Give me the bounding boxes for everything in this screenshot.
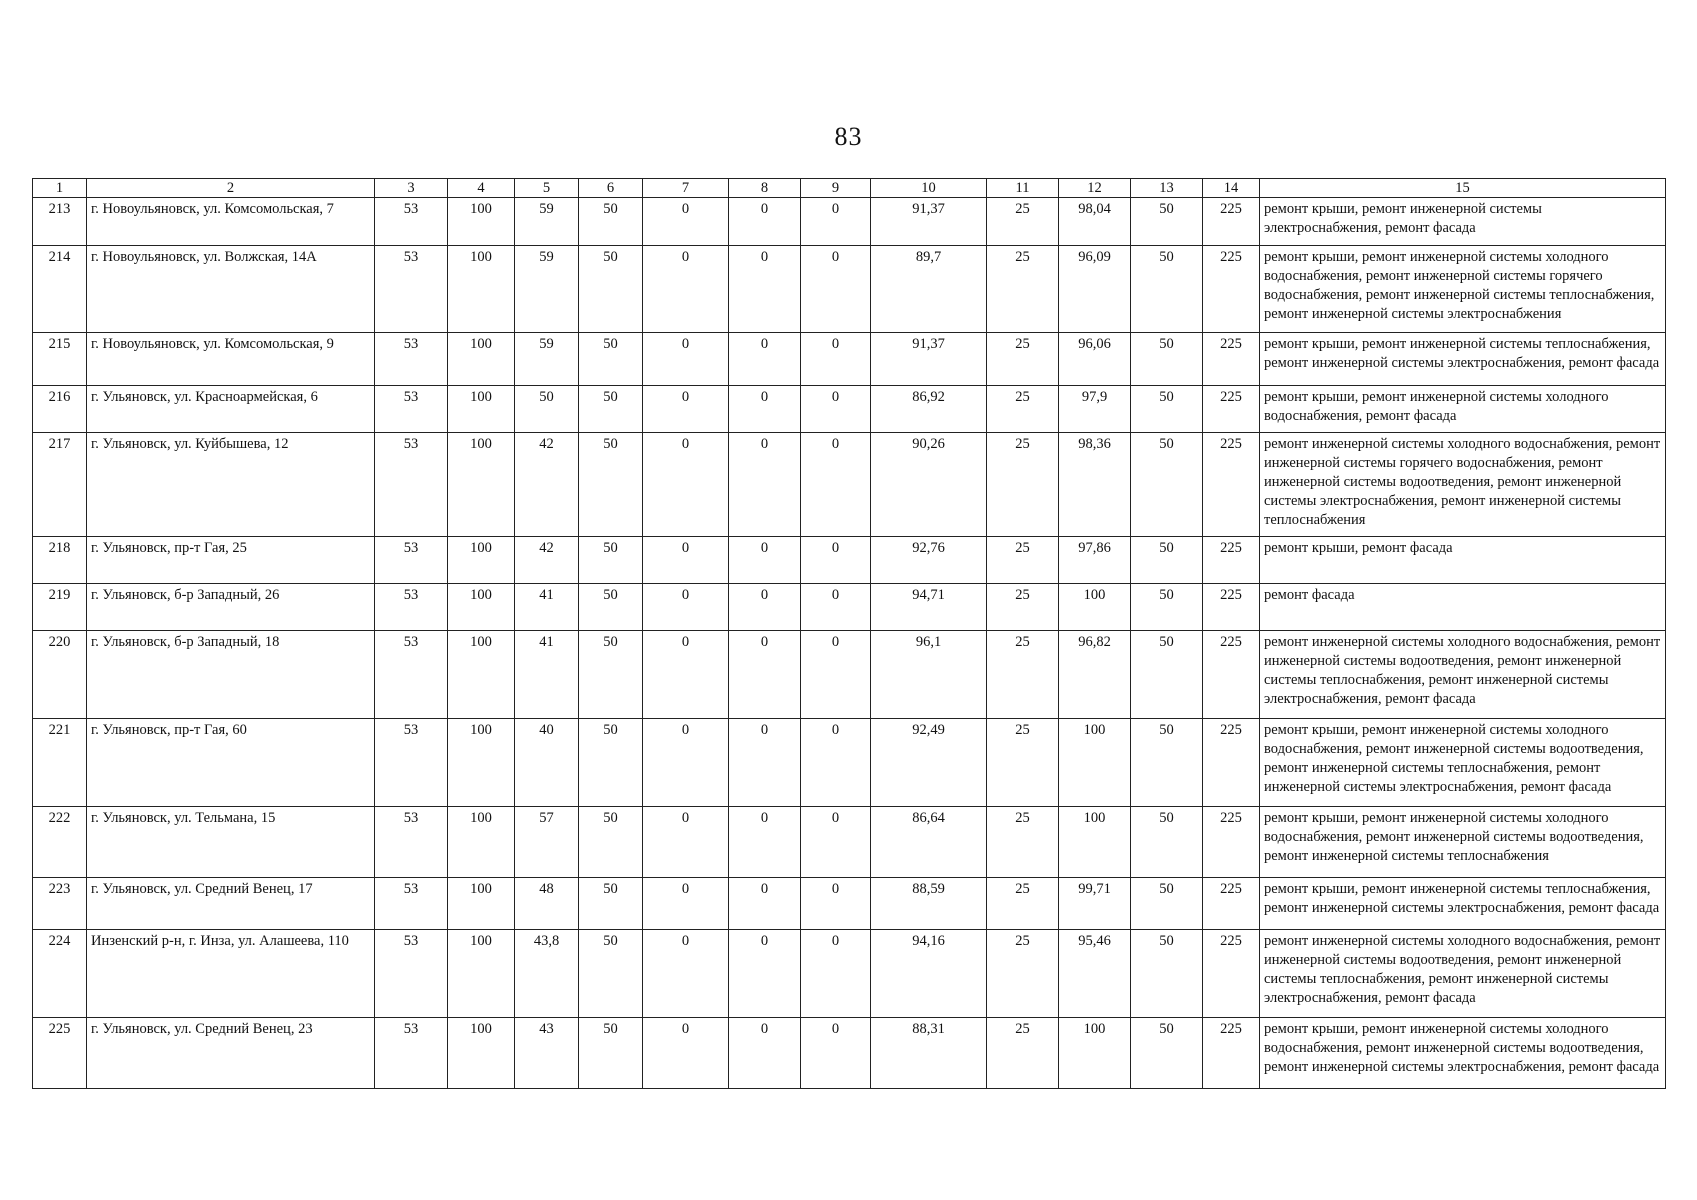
column-header-8: 8 xyxy=(729,179,801,198)
value-cell-col-3: 53 xyxy=(375,584,448,631)
value-cell-col-12: 97,9 xyxy=(1059,386,1131,433)
value-cell-col-7: 0 xyxy=(643,719,729,807)
row-number: 223 xyxy=(33,878,87,930)
table-row xyxy=(33,333,1666,386)
value-cell-col-11: 25 xyxy=(987,333,1059,386)
value-cell-col-5: 59 xyxy=(515,333,579,386)
value-cell-col-8: 0 xyxy=(729,198,801,246)
value-cell-col-5: 41 xyxy=(515,584,579,631)
value-cell-col-12: 95,46 xyxy=(1059,930,1131,1018)
value-cell-col-9: 0 xyxy=(801,631,871,719)
value-cell-col-3: 53 xyxy=(375,807,448,878)
column-header-15: 15 xyxy=(1260,179,1666,198)
value-cell-col-3: 53 xyxy=(375,537,448,584)
row-number: 225 xyxy=(33,1018,87,1089)
value-cell-col-9: 0 xyxy=(801,878,871,930)
works-list-cell: ремонт инженерной системы холодного водоснабжения, ремонт инженерной системы водоотведения, ремонт инженерной системы теплоснабжения, ремонт инженерной системы электроснабжения, ремонт фасада xyxy=(1260,930,1666,1018)
table-row xyxy=(33,1018,1666,1089)
address-cell: Инзенский р-н, г. Инза, ул. Алашеева, 110 xyxy=(87,930,375,1018)
row-number: 221 xyxy=(33,719,87,807)
value-cell-col-10: 91,37 xyxy=(871,333,987,386)
value-cell-col-6: 50 xyxy=(579,631,643,719)
value-cell-col-7: 0 xyxy=(643,807,729,878)
value-cell-col-6: 50 xyxy=(579,246,643,333)
column-header-11: 11 xyxy=(987,179,1059,198)
value-cell-col-3: 53 xyxy=(375,930,448,1018)
value-cell-col-4: 100 xyxy=(448,584,515,631)
value-cell-col-11: 25 xyxy=(987,386,1059,433)
column-header-6: 6 xyxy=(579,179,643,198)
value-cell-col-9: 0 xyxy=(801,584,871,631)
value-cell-col-6: 50 xyxy=(579,719,643,807)
value-cell-col-4: 100 xyxy=(448,433,515,537)
value-cell-col-10: 90,26 xyxy=(871,433,987,537)
value-cell-col-11: 25 xyxy=(987,246,1059,333)
address-cell: г. Ульяновск, ул. Средний Венец, 17 xyxy=(87,878,375,930)
value-cell-col-13: 50 xyxy=(1131,1018,1203,1089)
value-cell-col-7: 0 xyxy=(643,198,729,246)
value-cell-col-10: 96,1 xyxy=(871,631,987,719)
works-list-cell: ремонт крыши, ремонт инженерной системы холодного водоснабжения, ремонт инженерной системы водоотведения, ремонт инженерной системы электроснабжения, ремонт фасада xyxy=(1260,1018,1666,1089)
works-list-cell: ремонт крыши, ремонт инженерной системы холодного водоснабжения, ремонт инженерной системы горячего водоснабжения, ремонт инженерной системы теплоснабжения, ремонт инженерной системы электроснабжения xyxy=(1260,246,1666,333)
column-header-10: 10 xyxy=(871,179,987,198)
value-cell-col-9: 0 xyxy=(801,386,871,433)
value-cell-col-5: 50 xyxy=(515,386,579,433)
column-header-4: 4 xyxy=(448,179,515,198)
value-cell-col-14: 225 xyxy=(1203,1018,1260,1089)
value-cell-col-14: 225 xyxy=(1203,386,1260,433)
value-cell-col-8: 0 xyxy=(729,386,801,433)
value-cell-col-14: 225 xyxy=(1203,198,1260,246)
value-cell-col-10: 91,37 xyxy=(871,198,987,246)
value-cell-col-13: 50 xyxy=(1131,930,1203,1018)
value-cell-col-11: 25 xyxy=(987,878,1059,930)
address-cell: г. Ульяновск, ул. Средний Венец, 23 xyxy=(87,1018,375,1089)
value-cell-col-3: 53 xyxy=(375,1018,448,1089)
value-cell-col-4: 100 xyxy=(448,719,515,807)
works-list-cell: ремонт инженерной системы холодного водоснабжения, ремонт инженерной системы водоотведения, ремонт инженерной системы теплоснабжения, ремонт инженерной системы электроснабжения, ремонт фасада xyxy=(1260,631,1666,719)
value-cell-col-8: 0 xyxy=(729,878,801,930)
table-row xyxy=(33,537,1666,584)
value-cell-col-14: 225 xyxy=(1203,719,1260,807)
value-cell-col-5: 43,8 xyxy=(515,930,579,1018)
value-cell-col-12: 96,06 xyxy=(1059,333,1131,386)
value-cell-col-14: 225 xyxy=(1203,246,1260,333)
value-cell-col-6: 50 xyxy=(579,333,643,386)
value-cell-col-6: 50 xyxy=(579,433,643,537)
value-cell-col-4: 100 xyxy=(448,246,515,333)
value-cell-col-13: 50 xyxy=(1131,584,1203,631)
table-row xyxy=(33,807,1666,878)
row-number: 218 xyxy=(33,537,87,584)
row-number: 219 xyxy=(33,584,87,631)
column-header-3: 3 xyxy=(375,179,448,198)
column-header-9: 9 xyxy=(801,179,871,198)
value-cell-col-13: 50 xyxy=(1131,537,1203,584)
table-row xyxy=(33,584,1666,631)
value-cell-col-14: 225 xyxy=(1203,537,1260,584)
value-cell-col-10: 88,59 xyxy=(871,878,987,930)
table-row xyxy=(33,631,1666,719)
value-cell-col-6: 50 xyxy=(579,198,643,246)
value-cell-col-9: 0 xyxy=(801,246,871,333)
value-cell-col-12: 98,04 xyxy=(1059,198,1131,246)
value-cell-col-5: 43 xyxy=(515,1018,579,1089)
value-cell-col-8: 0 xyxy=(729,719,801,807)
value-cell-col-3: 53 xyxy=(375,631,448,719)
row-number: 222 xyxy=(33,807,87,878)
value-cell-col-5: 42 xyxy=(515,537,579,584)
value-cell-col-10: 86,92 xyxy=(871,386,987,433)
value-cell-col-11: 25 xyxy=(987,1018,1059,1089)
value-cell-col-7: 0 xyxy=(643,1018,729,1089)
value-cell-col-10: 92,49 xyxy=(871,719,987,807)
row-number: 224 xyxy=(33,930,87,1018)
works-list-cell: ремонт фасада xyxy=(1260,584,1666,631)
row-number: 213 xyxy=(33,198,87,246)
value-cell-col-8: 0 xyxy=(729,631,801,719)
value-cell-col-13: 50 xyxy=(1131,333,1203,386)
table-row xyxy=(33,386,1666,433)
value-cell-col-13: 50 xyxy=(1131,246,1203,333)
value-cell-col-6: 50 xyxy=(579,930,643,1018)
value-cell-col-12: 96,09 xyxy=(1059,246,1131,333)
value-cell-col-4: 100 xyxy=(448,537,515,584)
value-cell-col-8: 0 xyxy=(729,246,801,333)
value-cell-col-9: 0 xyxy=(801,719,871,807)
address-cell: г. Ульяновск, б-р Западный, 26 xyxy=(87,584,375,631)
address-cell: г. Ульяновск, ул. Куйбышева, 12 xyxy=(87,433,375,537)
value-cell-col-6: 50 xyxy=(579,878,643,930)
address-cell: г. Ульяновск, б-р Западный, 18 xyxy=(87,631,375,719)
value-cell-col-14: 225 xyxy=(1203,631,1260,719)
value-cell-col-7: 0 xyxy=(643,386,729,433)
value-cell-col-3: 53 xyxy=(375,878,448,930)
value-cell-col-7: 0 xyxy=(643,878,729,930)
value-cell-col-4: 100 xyxy=(448,631,515,719)
row-number: 214 xyxy=(33,246,87,333)
value-cell-col-4: 100 xyxy=(448,930,515,1018)
value-cell-col-4: 100 xyxy=(448,198,515,246)
value-cell-col-6: 50 xyxy=(579,1018,643,1089)
value-cell-col-5: 59 xyxy=(515,198,579,246)
value-cell-col-3: 53 xyxy=(375,433,448,537)
value-cell-col-9: 0 xyxy=(801,433,871,537)
value-cell-col-14: 225 xyxy=(1203,584,1260,631)
column-header-7: 7 xyxy=(643,179,729,198)
value-cell-col-12: 97,86 xyxy=(1059,537,1131,584)
table-body xyxy=(33,198,1666,1089)
value-cell-col-3: 53 xyxy=(375,246,448,333)
value-cell-col-14: 225 xyxy=(1203,433,1260,537)
table-row xyxy=(33,433,1666,537)
value-cell-col-12: 100 xyxy=(1059,584,1131,631)
works-list-cell: ремонт крыши, ремонт инженерной системы холодного водоснабжения, ремонт инженерной системы водоотведения, ремонт инженерной системы теплоснабжения, ремонт инженерной системы электроснабжения, ремонт фасада xyxy=(1260,719,1666,807)
value-cell-col-7: 0 xyxy=(643,930,729,1018)
value-cell-col-7: 0 xyxy=(643,631,729,719)
value-cell-col-6: 50 xyxy=(579,807,643,878)
works-list-cell: ремонт крыши, ремонт инженерной системы холодного водоснабжения, ремонт фасада xyxy=(1260,386,1666,433)
value-cell-col-4: 100 xyxy=(448,386,515,433)
value-cell-col-10: 94,16 xyxy=(871,930,987,1018)
value-cell-col-10: 88,31 xyxy=(871,1018,987,1089)
value-cell-col-12: 96,82 xyxy=(1059,631,1131,719)
value-cell-col-11: 25 xyxy=(987,433,1059,537)
address-cell: г. Ульяновск, ул. Тельмана, 15 xyxy=(87,807,375,878)
value-cell-col-13: 50 xyxy=(1131,631,1203,719)
value-cell-col-9: 0 xyxy=(801,1018,871,1089)
value-cell-col-8: 0 xyxy=(729,1018,801,1089)
value-cell-col-13: 50 xyxy=(1131,719,1203,807)
value-cell-col-8: 0 xyxy=(729,433,801,537)
value-cell-col-13: 50 xyxy=(1131,878,1203,930)
value-cell-col-5: 41 xyxy=(515,631,579,719)
value-cell-col-6: 50 xyxy=(579,386,643,433)
value-cell-col-10: 92,76 xyxy=(871,537,987,584)
value-cell-col-4: 100 xyxy=(448,1018,515,1089)
table-row xyxy=(33,878,1666,930)
address-cell: г. Новоульяновск, ул. Волжская, 14А xyxy=(87,246,375,333)
page-number: 83 xyxy=(834,122,863,151)
value-cell-col-12: 100 xyxy=(1059,719,1131,807)
table-row xyxy=(33,930,1666,1018)
works-list-cell: ремонт крыши, ремонт инженерной системы электроснабжения, ремонт фасада xyxy=(1260,198,1666,246)
value-cell-col-14: 225 xyxy=(1203,807,1260,878)
value-cell-col-10: 86,64 xyxy=(871,807,987,878)
value-cell-col-11: 25 xyxy=(987,537,1059,584)
table-row xyxy=(33,719,1666,807)
value-cell-col-6: 50 xyxy=(579,584,643,631)
value-cell-col-7: 0 xyxy=(643,584,729,631)
value-cell-col-3: 53 xyxy=(375,719,448,807)
value-cell-col-11: 25 xyxy=(987,930,1059,1018)
value-cell-col-10: 94,71 xyxy=(871,584,987,631)
value-cell-col-6: 50 xyxy=(579,537,643,584)
value-cell-col-14: 225 xyxy=(1203,930,1260,1018)
value-cell-col-7: 0 xyxy=(643,246,729,333)
works-list-cell: ремонт инженерной системы холодного водоснабжения, ремонт инженерной системы горячего водоснабжения, ремонт инженерной системы водоотведения, ремонт инженерной системы электроснабжения, ремонт инженерной системы теплоснабжения xyxy=(1260,433,1666,537)
value-cell-col-8: 0 xyxy=(729,333,801,386)
value-cell-col-3: 53 xyxy=(375,333,448,386)
row-number: 215 xyxy=(33,333,87,386)
value-cell-col-9: 0 xyxy=(801,807,871,878)
column-header-12: 12 xyxy=(1059,179,1131,198)
value-cell-col-9: 0 xyxy=(801,333,871,386)
value-cell-col-4: 100 xyxy=(448,333,515,386)
column-header-5: 5 xyxy=(515,179,579,198)
row-number: 220 xyxy=(33,631,87,719)
address-cell: г. Ульяновск, пр-т Гая, 60 xyxy=(87,719,375,807)
value-cell-col-14: 225 xyxy=(1203,333,1260,386)
value-cell-col-11: 25 xyxy=(987,719,1059,807)
address-cell: г. Ульяновск, ул. Красноармейская, 6 xyxy=(87,386,375,433)
address-cell: г. Новоульяновск, ул. Комсомольская, 7 xyxy=(87,198,375,246)
value-cell-col-11: 25 xyxy=(987,807,1059,878)
value-cell-col-4: 100 xyxy=(448,878,515,930)
value-cell-col-8: 0 xyxy=(729,930,801,1018)
value-cell-col-5: 48 xyxy=(515,878,579,930)
works-list-cell: ремонт крыши, ремонт инженерной системы теплоснабжения, ремонт инженерной системы электроснабжения, ремонт фасада xyxy=(1260,333,1666,386)
value-cell-col-13: 50 xyxy=(1131,807,1203,878)
value-cell-col-3: 53 xyxy=(375,198,448,246)
value-cell-col-12: 100 xyxy=(1059,807,1131,878)
value-cell-col-5: 59 xyxy=(515,246,579,333)
table-row xyxy=(33,246,1666,333)
address-cell: г. Новоульяновск, ул. Комсомольская, 9 xyxy=(87,333,375,386)
value-cell-col-13: 50 xyxy=(1131,433,1203,537)
works-list-cell: ремонт крыши, ремонт инженерной системы холодного водоснабжения, ремонт инженерной системы водоотведения, ремонт инженерной системы теплоснабжения xyxy=(1260,807,1666,878)
value-cell-col-13: 50 xyxy=(1131,198,1203,246)
value-cell-col-5: 42 xyxy=(515,433,579,537)
value-cell-col-9: 0 xyxy=(801,930,871,1018)
value-cell-col-3: 53 xyxy=(375,386,448,433)
column-header-2: 2 xyxy=(87,179,375,198)
value-cell-col-13: 50 xyxy=(1131,386,1203,433)
value-cell-col-11: 25 xyxy=(987,198,1059,246)
value-cell-col-11: 25 xyxy=(987,631,1059,719)
value-cell-col-9: 0 xyxy=(801,537,871,584)
value-cell-col-9: 0 xyxy=(801,198,871,246)
value-cell-col-8: 0 xyxy=(729,807,801,878)
address-cell: г. Ульяновск, пр-т Гая, 25 xyxy=(87,537,375,584)
value-cell-col-8: 0 xyxy=(729,537,801,584)
column-header-1: 1 xyxy=(33,179,87,198)
value-cell-col-4: 100 xyxy=(448,807,515,878)
value-cell-col-5: 40 xyxy=(515,719,579,807)
value-cell-col-14: 225 xyxy=(1203,878,1260,930)
value-cell-col-7: 0 xyxy=(643,433,729,537)
value-cell-col-11: 25 xyxy=(987,584,1059,631)
value-cell-col-8: 0 xyxy=(729,584,801,631)
row-number: 217 xyxy=(33,433,87,537)
value-cell-col-5: 57 xyxy=(515,807,579,878)
works-list-cell: ремонт крыши, ремонт фасада xyxy=(1260,537,1666,584)
value-cell-col-12: 98,36 xyxy=(1059,433,1131,537)
row-number: 216 xyxy=(33,386,87,433)
column-number-row xyxy=(33,179,1666,198)
repair-register-table xyxy=(32,178,1666,1089)
table-row xyxy=(33,198,1666,246)
value-cell-col-10: 89,7 xyxy=(871,246,987,333)
value-cell-col-12: 99,71 xyxy=(1059,878,1131,930)
value-cell-col-12: 100 xyxy=(1059,1018,1131,1089)
column-header-14: 14 xyxy=(1203,179,1260,198)
works-list-cell: ремонт крыши, ремонт инженерной системы теплоснабжения, ремонт инженерной системы электроснабжения, ремонт фасада xyxy=(1260,878,1666,930)
value-cell-col-7: 0 xyxy=(643,333,729,386)
value-cell-col-7: 0 xyxy=(643,537,729,584)
column-header-13: 13 xyxy=(1131,179,1203,198)
